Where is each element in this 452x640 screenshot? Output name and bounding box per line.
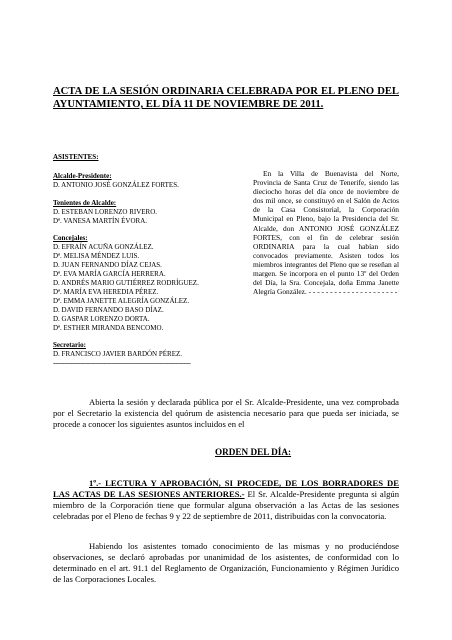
attendee-name: D. ANTONIO JOSÉ GONZÁLEZ FORTES. (53, 180, 179, 189)
agenda-item-1 (53, 478, 399, 522)
agenda-item-1-followup: Habiendo los asistentes tomado conocimiento de las mismas y no produciéndose observaciones, se declaró aprobadas por unanimidad de los asistentes, de conformidad con lo determinado en el art. 91.1 del Reglamento de Organización, Funcionamiento y Régimen Jurídico de las Corporaciones Locales. (53, 541, 399, 584)
intro-paragraph: En la Villa de Buenavista del Norte, Provincia de Santa Cruz de Tenerife, siendo las dieciocho horas del día once de noviembre de dos mil once, se constituyó en el Salón de Actos de la Casa Consistorial, la Corporación Municipal en Pleno, bajo la Presidencia del Sr. Alcalde, don ANTONIO JOSÉ GONZÁLEZ FORTES, con el fin de celebrar sesión ORDINARIA para la cual habían sido convocados previamente. Asisten todos los miembros integrantes del Pleno que se reseñan al margen. Se incorpora en el punto 13º del Orden del Día, la Sra. Concejala, doña Emma Janette Alegría González. - - - - - - - - - - - - - - - - - - - - - (253, 169, 399, 297)
group-deputy-mayors (53, 199, 213, 226)
separator-line: --------------------------------------------------------------------------- (53, 359, 191, 368)
role-label: Tenientes de Alcalde: (53, 198, 117, 207)
group-secretary (53, 341, 213, 368)
attendee-name: Dª. MARÍA EVA HEREDIA PÉREZ. (53, 287, 159, 296)
role-label: Concejales: (53, 234, 88, 243)
attendees-heading: ASISTENTES: (53, 153, 99, 161)
document-title: ACTA DE LA SESIÓN ORDINARIA CELEBRADA POR EL PLENO DEL AYUNTAMIENTO, EL DÍA 11 DE NOVIEMBRE DE 2011. (53, 86, 399, 110)
attendee-name: D. DAVID FERNANDO BASO DÍAZ. (53, 305, 164, 314)
agenda-heading: ORDEN DEL DÍA: (215, 447, 292, 457)
attendee-name: Dª. VANESA MARTÍN ÉVORA. (53, 216, 148, 225)
role-label: Alcalde-Presidente: (53, 171, 112, 180)
opening-paragraph: Abierta la sesión y declarada pública por el Sr. Alcalde-Presidente, una vez comprobada por el Secretario la existencia del quórum de asistencia necesario para que pueda ser iniciada, se procede a conocer los siguientes asuntos incluidos en el (53, 397, 399, 429)
attendee-name: Dª. MELISA MÉNDEZ LUIS. (53, 252, 140, 261)
attendee-name: D. JUAN FERNANDO DÍAZ CEJAS. (53, 261, 162, 270)
attendee-name: D. ANDRÉS MARIO GUTIÉRREZ RODRÍGUEZ. (53, 278, 199, 287)
group-councillors (53, 234, 213, 332)
group-mayor (53, 172, 213, 190)
attendee-name: Dª. EVA MARÍA GARCÍA HERRERA. (53, 270, 166, 279)
agenda-item-1-heading: 1º.- LECTURA Y APROBACIÓN, SI PROCEDE, DE LOS BORRADORES DE LAS ACTAS DE LAS SESIONES ANTERIORES.- (53, 478, 399, 499)
attendees-list (53, 153, 213, 368)
session-intro (253, 169, 399, 296)
attendee-name: D. GASPAR LORENZO DORTA. (53, 314, 150, 323)
attendee-name: D. FRANCISCO JAVIER BARDÓN PÉREZ. (53, 350, 183, 359)
attendee-name: D. EFRAÍN ACUÑA GONZÁLEZ. (53, 243, 154, 252)
role-label: Secretario: (53, 341, 86, 350)
attendee-name: Dª. ESTHER MIRANDA BENCOMO. (53, 323, 164, 332)
agenda-item-1-body: El Sr. Alcalde-Presidente pregunta si algún miembro de la Corporación tiene que formular alguna observación a las Actas de las sesiones celebradas por el Pleno de fechas 9 y 22 de septiembre de 2011, distribuidas con la convocatoria. (53, 489, 399, 521)
attendee-name: D. ESTEBAN LORENZO RIVERO. (53, 207, 158, 216)
attendee-name: Dª. EMMA JANETTE ALEGRÍA GONZÁLEZ. (53, 296, 190, 305)
